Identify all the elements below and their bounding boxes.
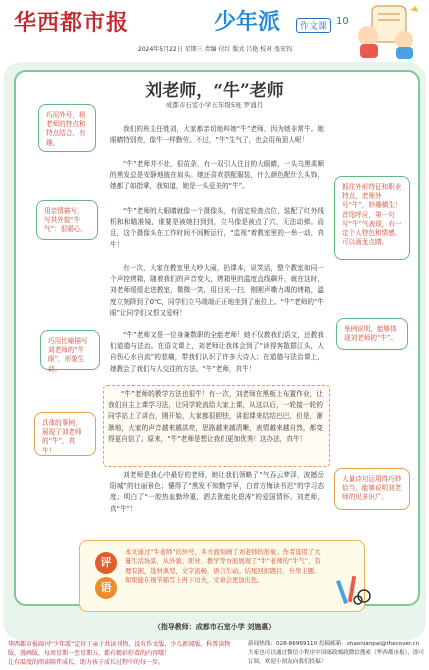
note-mid-left: 用亲情描写，写其外貌“牛气”：很暖心。 [36, 200, 98, 240]
mascot-illustration [350, 2, 426, 60]
comment-badge-top [95, 552, 117, 574]
stationery-icon [334, 566, 374, 606]
note-top-right: 抓住外形特征和职业特点，老师外号“牛”，妙趣横生！首尾呼应，第一句写“牛”气表现，有一定个人特色和情感，可以画龙点睛。 [334, 176, 410, 260]
highlight-paragraph: “牛”老师的教学方法也很牛！有一次，刘老师在黑板上布置作业，让我们自主上课学习法，让同学轮流给大家上课，从这以后，一轮接一轮的同学站上了讲台，刚开始，大家都很胆怯，讲起课来结结巴巴，但是，渐渐地，大家的声音越来越洪亮，思路越来越清晰，表情越来越自然，都变得更自信了。原来，“牛”老师是想让我们更加优秀！这办法，真牛！ [108, 390, 323, 443]
footer-contact: 新闻热线：028-86969110 投稿邮箱：shaonianpai@thecover.cn 大家也可以通过微信小程序中国邮政邮政微信搜索（华西都市报），即可订阅。欢迎小朋友向我们投稿！ [248, 641, 425, 665]
supplement-title: 少年派 [214, 10, 281, 35]
footer-promo-line-1: 华西都市报副刊“少年派”定位于亲子共读刊物，设有作文版、少儿新闻版、科普读物版、漫画版，每周星期一至星期五，都有精彩好看的内容哦！ [8, 641, 231, 657]
footer-promo-line-2: 让有温度的阅读陪伴成长，助力孩子成长过程中的每一步。 [8, 659, 165, 666]
paragraph-1: 我们的班主任姓刘，大家都亲切地叫她“牛”老师，因为她非常牛。她眼睛特别亮，像牛一样勤劳。不过，“牛”生气了，也会用角顶人呢！ [110, 125, 324, 145]
article-byline: 成都市石室小学五年级5班 罗涌月 [165, 101, 264, 109]
note-top-left: 巧用外号，将老师的特点和特点结合，有趣。 [38, 104, 96, 152]
newspaper-brand: 华西都市报 [14, 10, 130, 36]
comment-badge-bottom [95, 577, 117, 599]
page-number: 10 [336, 16, 349, 27]
article-title: 刘老师，“牛”老师 [145, 81, 284, 101]
paragraph-6: 刘老师是我心中最好的老师，她让我们领略了“气吞云梦泽，波撼岳阳城”的壮丽景色；懂得了“黑发不知勤学早，白首方悔读书迟”的学习态度；明白了“一腔热血勤珍重，洒去犹能化碧涛”的爱国情怀。刘老师，真“牛”！ [110, 471, 324, 513]
paragraph-4: 有一次，大家在教室里大吵大闹，扔课本，说笑话，整个教室如同一个声控烤箱，随着我们的声音变大，烤箱里的温度直线飙升，就在这时，刘老师缓缓走进教室，微微一笑，用目光一扫，刚刚声嘶力竭的烤箱，温度立刻降到了0℃，同学们立马端端正正地坐到了座位上。“牛”老师的“牛眼”让同学们又恨又爱呀！ [110, 264, 324, 317]
comment-text: 本文通过“牛老师”的外号，多方面刻画了刘老师的形象。作者选用了大量生活场景，从外貌、职业、教学等方面展现了“牛”老师的“牛气”，有理有据，选材典型，文字流畅，语言生动。结尾回扣题目，升华主题。如果能在细节描写上再下功夫，文章会更加出色。 [125, 549, 321, 585]
paragraph-2: “牛”老师并不壮，很苗条，有一双引人注目的大眼睛，一头乌黑柔顺的黑发总是安静地披在肩头。她还喜欢搭配服装，什么颜色配什么头饰，她都了如指掌，我知道，她是一头爱美的“牛”。 [110, 160, 324, 191]
paragraph-5: “牛”老师又是一位身兼数职的全能老师！她不仅教我们语文，还教我们道德与法治。在语文课上，刘老师让我体会到了“读得客散群江头，人自伤心水自流”的悲痛，带我们认识了许多大诗人；在道德与法治课上，她教会了我们与人交往的方法。“牛”老师，真牛！ [110, 331, 324, 373]
note-mid-right: 举例说明，能够体现刘老师的“牛”。 [336, 318, 408, 350]
comment-label-top: 评 [100, 556, 112, 569]
note-highlight-left: 具体的事例，展现了刘老师的“牛”，真牛！ [34, 412, 96, 456]
comment-label-bottom: 语 [100, 581, 112, 594]
column-tag: 作文课 [296, 18, 331, 33]
issue-meta: 2024年5月22日 星期三 责编 付红 版式 吕艳 校对 张宏钧 [138, 46, 293, 53]
guidance-teacher: （指导教师：成都市石室小学 刘施惠） [153, 623, 276, 631]
paragraph-3: “牛”老师的大眼睛就像一个摄像头，有固定检查点位，装配了红外线机和和瞄准镜，谁要是被她扫到到，立马像是被点了穴，无法动弹。而且，这个摄像头在工作时间不间断运行，“监视”着教室里的一举一动，真牛！ [110, 207, 324, 249]
note-lower-right: 大量诗句运用得巧妙恰当，能够说明刘老师的见多识广。 [334, 468, 410, 510]
footer-promo [8, 640, 238, 667]
note-lower-left: 巧用比喻描写刘老师的“牛眼”，形象生动。 [40, 330, 100, 370]
